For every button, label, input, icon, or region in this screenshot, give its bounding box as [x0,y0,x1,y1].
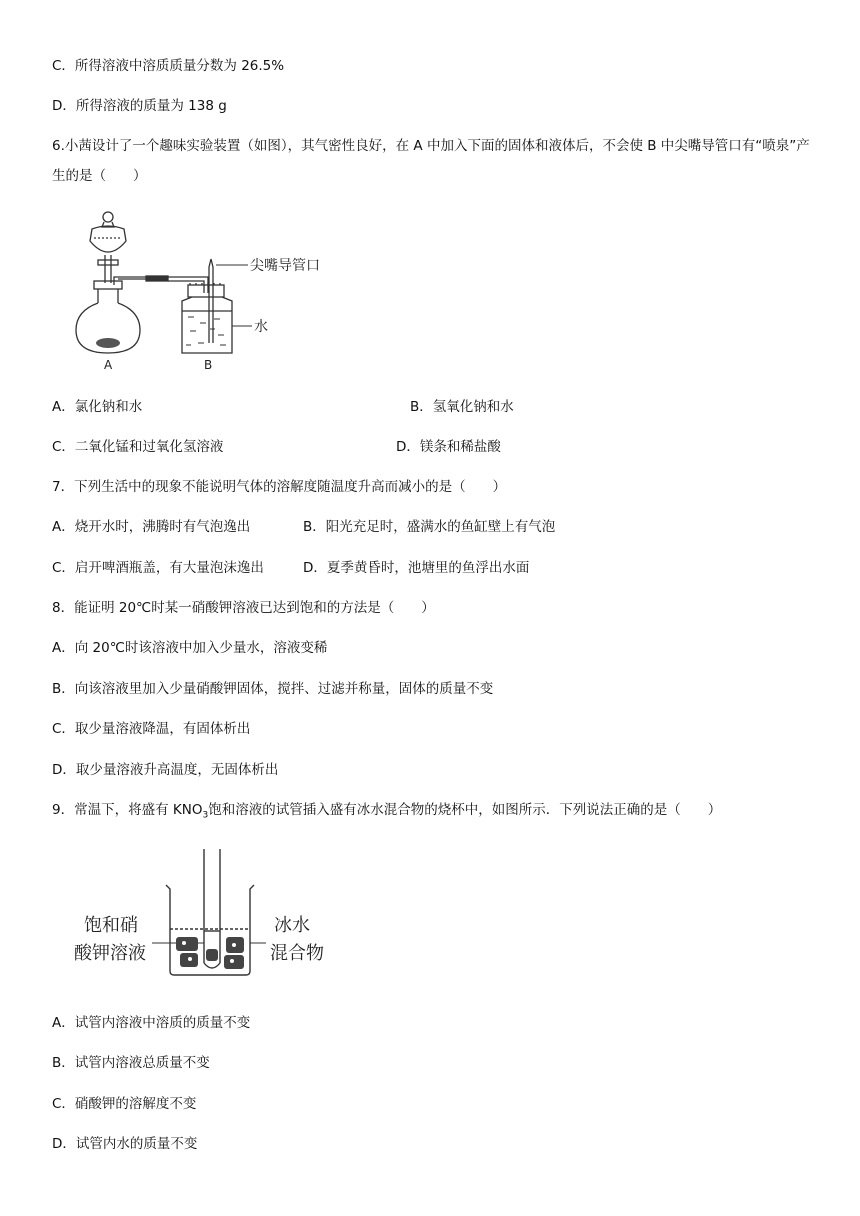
q7-option-b: B．阳光充足时，盛满水的鱼缸壁上有气泡 [303,519,556,535]
q9-stem-sub: 3 [202,810,209,821]
q6-option-b: B．氢氧化钠和水 [410,399,514,415]
q6-option-c: C．二氧化锰和过氧化氢溶液 [52,439,224,455]
q8-option-d: D．取少量溶液升高温度，无固体析出 [52,762,279,778]
q6-option-a: A．氯化钠和水 [52,399,143,415]
q6-stem: 6.小茜设计了一个趣味实验装置（如图），其气密性良好，在 A 中加入下面的固体和液体后，不会使 B 中尖嘴导管口有“喷泉”产生的是（ ） [52,138,810,184]
q7-option-d: D．夏季黄昏时，池塘里的鱼浮出水面 [303,560,530,576]
q9-label-left-1: 饱和硝 [84,915,138,936]
q7-option-c: C．启开啤酒瓶盖，有大量泡沫逸出 [52,560,264,576]
q6-option-d: D．镁条和稀盐酸 [396,439,501,455]
q8-stem: 8．能证明 20℃时某一硝酸钾溶液已达到饱和的方法是（ ） [52,600,435,616]
q8-option-a: A．向 20℃时该溶液中加入少量水，溶液变稀 [52,640,328,656]
q6-label-a: A [104,358,113,372]
q8-option-b: B．向该溶液里加入少量硝酸钾固体，搅拌、过滤并称量，固体的质量不变 [52,681,494,697]
q5-option-d: D．所得溶液的质量为 138 g [52,98,227,114]
q6-label-water: 水 [254,319,268,335]
q6-apparatus-figure [70,205,370,375]
q9-option-b: B．试管内溶液总质量不变 [52,1055,210,1071]
q9-stem-post: 饱和溶液的试管插入盛有冰水混合物的烧杯中，如图所示．下列说法正确的是（ ） [208,802,722,818]
q9-label-right-2: 混合物 [270,943,324,964]
q6-label-nozzle: 尖嘴导管口 [250,258,320,274]
q9-label-left-2: 酸钾溶液 [74,943,146,964]
q9-option-a: A．试管内溶液中溶质的质量不变 [52,1015,251,1031]
q9-label-right-1: 冰水 [274,915,310,936]
q6-label-b: B [204,358,213,372]
q9-option-d: D．试管内水的质量不变 [52,1136,198,1152]
q9-stem-pre: 9．常温下，将盛有 KNO [52,802,203,818]
q9-beaker-figure [70,845,340,985]
q5-option-c: C．所得溶液中溶质质量分数为 26.5% [52,58,285,74]
q7-stem: 7．下列生活中的现象不能说明气体的溶解度随温度升高而减小的是（ ） [52,479,507,495]
q9-stem [52,800,721,826]
q8-option-c: C．取少量溶液降温，有固体析出 [52,721,251,737]
q9-option-c: C．硝酸钾的溶解度不变 [52,1096,197,1112]
q7-option-a: A．烧开水时，沸腾时有气泡逸出 [52,519,251,535]
